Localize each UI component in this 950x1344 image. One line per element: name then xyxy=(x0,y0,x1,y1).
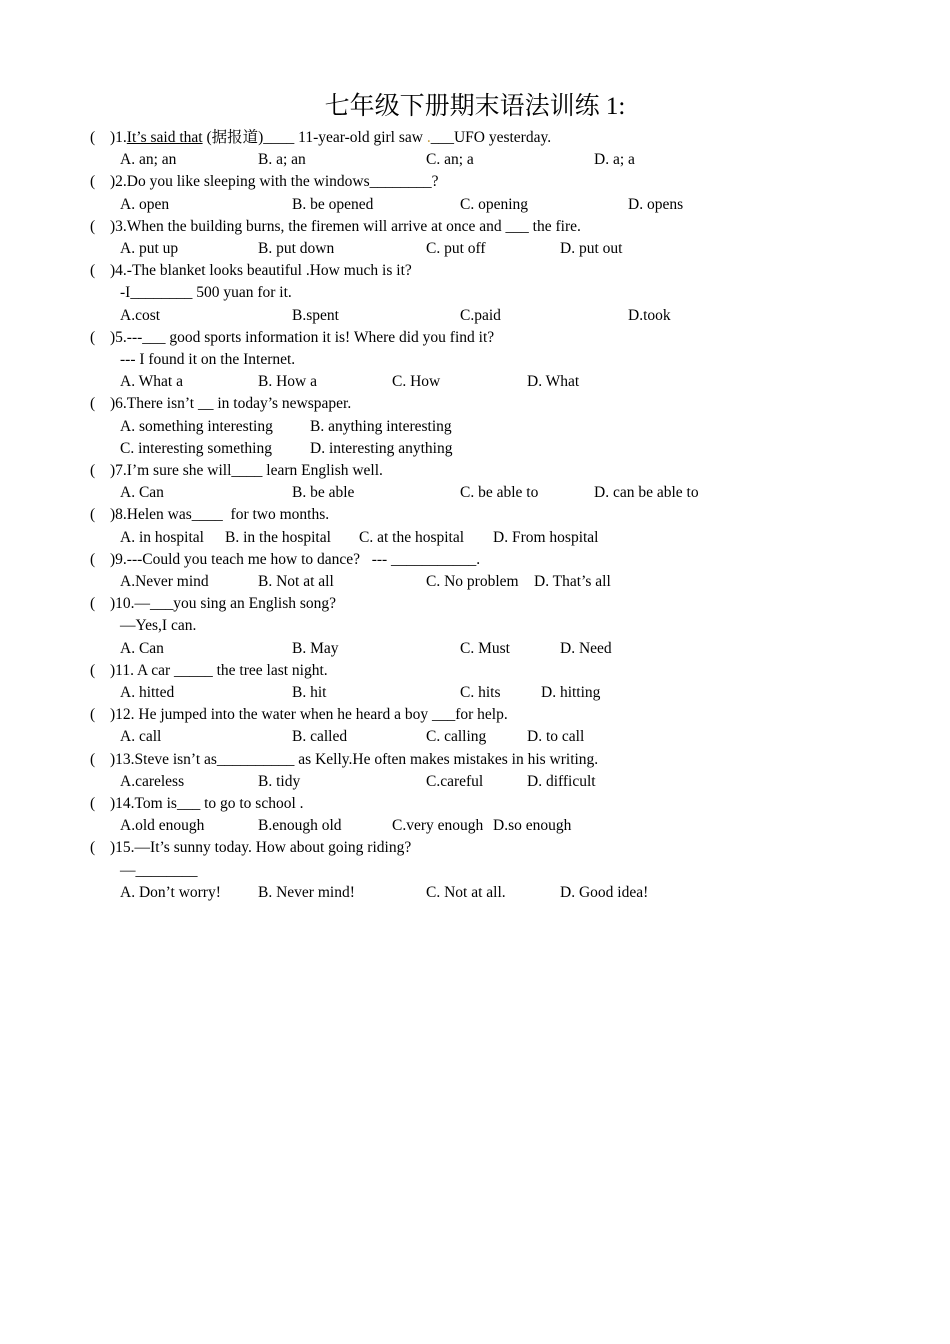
option-d[interactable]: D.so enough xyxy=(493,817,572,835)
option-c[interactable]: C. Not at all. xyxy=(426,883,506,901)
question-segment: )3.When the building burns, the firemen will arrive at once and ___ the fire. xyxy=(110,217,581,235)
option-a[interactable]: A.careless xyxy=(120,772,185,790)
option-b[interactable]: B. in the hospital xyxy=(225,528,331,546)
option-a[interactable]: A. in hospital xyxy=(120,528,204,546)
option-b[interactable]: B. Never mind! xyxy=(258,883,355,901)
question-text xyxy=(110,460,383,482)
answer-blank-paren[interactable]: ( xyxy=(90,129,96,146)
option-b[interactable]: B. a; an xyxy=(258,151,306,169)
option-c[interactable]: C.paid xyxy=(460,306,501,324)
question-segment: )9.---Could you teach me how to dance? --- ___________. xyxy=(110,550,481,568)
answer-blank-paren[interactable]: ( xyxy=(90,217,96,235)
option-b[interactable]: B. anything interesting xyxy=(310,417,452,435)
option-b[interactable]: B. May xyxy=(292,639,339,657)
question-segment: It’s said that xyxy=(126,129,203,146)
page-title: 七年级下册期末语法训练 1: xyxy=(324,93,626,120)
option-d[interactable]: D. to call xyxy=(527,728,585,746)
option-a[interactable]: A.Never mind xyxy=(120,573,209,590)
answer-blank-paren[interactable]: ( xyxy=(90,839,96,857)
option-c[interactable]: C. opening xyxy=(460,195,529,213)
question-segment: )14.Tom is___ to go to school . xyxy=(110,795,304,812)
answer-blank-paren[interactable]: ( xyxy=(90,328,96,346)
answer-blank-paren[interactable]: ( xyxy=(90,262,96,280)
option-b[interactable]: B. How a xyxy=(258,373,317,391)
option-b[interactable]: B. tidy xyxy=(258,772,301,790)
answer-blank-paren[interactable]: ( xyxy=(90,661,96,679)
option-c[interactable]: C. How xyxy=(392,373,441,391)
question-segment: )4.-The blanket looks beautiful .How much is it? xyxy=(110,262,412,280)
option-c[interactable]: C. interesting something xyxy=(120,439,272,457)
option-d[interactable]: D. hitting xyxy=(541,684,601,701)
option-c[interactable]: C. hits xyxy=(460,684,501,701)
question-text xyxy=(110,749,598,771)
option-c[interactable]: C. an; a xyxy=(426,151,474,169)
option-a[interactable]: A.cost xyxy=(120,306,161,324)
question-text xyxy=(110,127,551,149)
option-d[interactable]: D. Good idea! xyxy=(560,883,649,901)
option-d[interactable]: D.took xyxy=(628,306,671,324)
answer-blank-paren[interactable]: ( xyxy=(90,750,96,768)
answer-blank-paren[interactable]: ( xyxy=(90,462,96,479)
option-c[interactable]: C. calling xyxy=(426,728,487,746)
answer-blank-paren[interactable]: ( xyxy=(90,706,96,724)
option-d[interactable]: D. Need xyxy=(560,639,612,657)
question-text xyxy=(110,327,494,349)
option-b[interactable]: B. hit xyxy=(292,684,327,701)
question-segment: ____ xyxy=(263,129,295,146)
option-d[interactable]: D. opens xyxy=(628,195,684,213)
option-b[interactable]: B. be opened xyxy=(292,195,374,213)
question-segment: )15.—It’s sunny today. How about going riding? xyxy=(110,839,412,857)
question-text xyxy=(110,171,438,193)
answer-blank-paren[interactable]: ( xyxy=(90,506,96,524)
question-segment: 11-year-old girl saw xyxy=(294,129,427,146)
question-segment: )2.Do you like sleeping with the windows________? xyxy=(110,173,439,191)
option-d[interactable]: D. That’s all xyxy=(534,573,611,590)
question-segment: (据报道) xyxy=(202,129,264,146)
option-a[interactable]: A. open xyxy=(120,195,170,213)
answer-blank-paren[interactable]: ( xyxy=(90,795,96,812)
question-segment: )11. A car _____ the tree last night. xyxy=(110,661,328,679)
answer-blank-paren[interactable]: ( xyxy=(90,595,96,613)
option-c[interactable]: C.very enough xyxy=(392,817,484,835)
option-a[interactable]: A. hitted xyxy=(120,684,175,701)
answer-blank-paren[interactable]: ( xyxy=(90,550,96,568)
option-c[interactable]: C. be able to xyxy=(460,484,539,502)
question-text xyxy=(110,549,480,571)
question-segment: )5.---___ good sports information it is! Where did you find it? xyxy=(110,328,495,346)
option-b[interactable]: B.enough old xyxy=(258,817,342,835)
option-d[interactable]: D. What xyxy=(527,373,580,391)
option-a[interactable]: A. What a xyxy=(120,373,183,391)
question-segment: )8.Helen was____ for two months. xyxy=(110,506,330,524)
question-text xyxy=(110,504,329,526)
option-c[interactable]: C. at the hospital xyxy=(359,528,465,546)
option-c[interactable]: C.careful xyxy=(426,772,484,790)
option-a[interactable]: A. call xyxy=(120,728,162,746)
option-b[interactable]: B.spent xyxy=(292,306,339,324)
answer-blank-paren[interactable]: ( xyxy=(90,173,96,191)
question-text xyxy=(110,704,508,726)
dialogue-line: --- I found it on the Internet. xyxy=(120,351,296,368)
answer-blank-paren[interactable]: ( xyxy=(90,395,96,413)
question-segment: ___UFO yesterday. xyxy=(430,129,552,146)
question-text xyxy=(110,660,328,682)
question-text xyxy=(110,260,412,282)
option-d[interactable]: D. difficult xyxy=(527,772,596,790)
question-text xyxy=(110,793,304,815)
option-b[interactable]: B. called xyxy=(292,728,348,746)
option-a[interactable]: A. Can xyxy=(120,639,164,657)
option-a[interactable]: A. something interesting xyxy=(120,417,273,435)
question-text xyxy=(110,393,351,415)
option-a[interactable]: A.old enough xyxy=(120,817,205,835)
dialogue-line: —Yes,I can. xyxy=(120,617,197,635)
option-d[interactable]: D. interesting anything xyxy=(310,439,453,457)
question-text xyxy=(110,593,336,615)
question-text xyxy=(110,837,411,859)
question-segment: )7.I’m sure she will____ learn English well. xyxy=(110,462,383,479)
option-a[interactable]: A. an; an xyxy=(120,151,177,169)
dialogue-line: -I________ 500 yuan for it. xyxy=(120,284,292,302)
option-b[interactable]: B. Not at all xyxy=(258,573,334,590)
question-segment: )1. xyxy=(110,129,127,146)
question-segment: )12. He jumped into the water when he heard a boy ___for help. xyxy=(110,706,508,724)
option-d[interactable]: D. can be able to xyxy=(594,484,699,502)
option-a[interactable]: A. put up xyxy=(120,240,179,257)
option-a[interactable]: A. Can xyxy=(120,484,164,502)
option-a[interactable]: A. Don’t worry! xyxy=(120,883,221,901)
question-segment: )6.There isn’t __ in today’s newspaper. xyxy=(110,395,352,413)
option-c[interactable]: C. No problem xyxy=(426,573,519,590)
option-b[interactable]: B. put down xyxy=(258,240,335,257)
question-segment: )13.Steve isn’t as__________ as Kelly.He often makes mistakes in his writing. xyxy=(110,750,599,768)
question-segment: )10.—___you sing an English song? xyxy=(110,595,337,613)
option-c[interactable]: C. put off xyxy=(426,240,486,257)
question-text xyxy=(110,216,581,238)
option-c[interactable]: C. Must xyxy=(460,639,510,657)
question-segment: . xyxy=(426,129,431,146)
option-d[interactable]: D. put out xyxy=(560,240,623,257)
option-d[interactable]: D. a; a xyxy=(594,151,635,169)
option-d[interactable]: D. From hospital xyxy=(493,528,599,546)
option-b[interactable]: B. be able xyxy=(292,484,355,502)
dialogue-line: —________ xyxy=(120,861,198,879)
